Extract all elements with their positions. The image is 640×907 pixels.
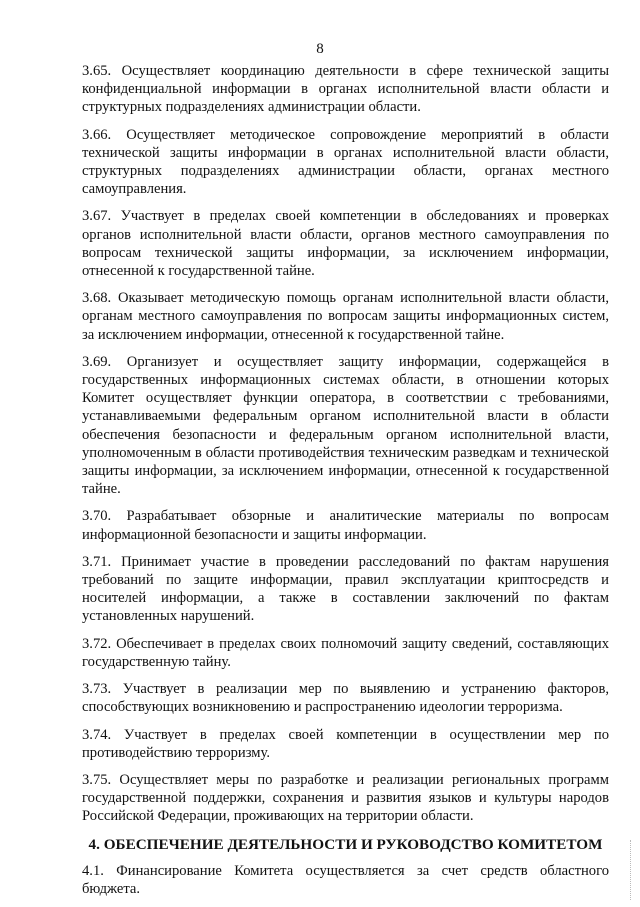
document-body	[82, 62, 609, 907]
paragraph-3-65: 3.65. Осуществляет координацию деятельности в сфере технической защиты конфиденциальной информации в органах исполнительной власти области и структурных подразделениях администрации области.	[82, 63, 609, 116]
paragraph-3-72: 3.72. Обеспечивает в пределах своих полномочий защиту сведений, составляющих государственную тайну.	[82, 635, 609, 670]
paragraph-3-68: 3.68. Оказывает методическую помощь органам исполнительной власти области, органам местного самоуправления по вопросам защиты информационных систем, за исключением информации, отнесенной к государственной тайне.	[82, 290, 609, 343]
paragraph-3-67: 3.67. Участвует в пределах своей компетенции в обследованиях и проверках органов исполнительной власти области, органов местного самоуправления по вопросам технической защиты информации, за исключением информации, отнесенной к государственной тайне.	[82, 208, 609, 280]
scan-edge-mark	[630, 840, 634, 900]
paragraph-3-75: 3.75. Осуществляет меры по разработке и реализации региональных программ государственной поддержки, сохранения и развития языков и культуры народов Российской Федерации, проживающих на территории области.	[82, 771, 609, 825]
paragraph-3-70: 3.70. Разрабатывает обзорные и аналитические материалы по вопросам информационной безопасности и защиты информации.	[82, 508, 609, 543]
paragraph-3-71: 3.71. Принимает участие в проведении расследований по фактам нарушения требований по защите информации, правил эксплуатации криптосредств и носителей информации, а также в составлении заключений по фактам установленных нарушений.	[82, 553, 609, 625]
page-number: 8	[316, 41, 324, 57]
paragraph-3-74: 3.74. Участвует в пределах своей компетенции в осуществлении мер по противодействию терроризму.	[82, 726, 609, 761]
paragraph-4-1: 4.1. Финансирование Комитета осуществляется за счет средств областного бюджета.	[82, 862, 609, 897]
paragraph-3-73: 3.73. Участвует в реализации мер по выявлению и устранению факторов, способствующих возникновению и распространению идеологии терроризма.	[82, 681, 609, 716]
section-4-heading: 4. ОБЕСПЕЧЕНИЕ ДЕЯТЕЛЬНОСТИ И РУКОВОДСТВО КОМИТЕТОМ	[88, 835, 603, 853]
paragraph-3-69: 3.69. Организует и осуществляет защиту информации, содержащейся в государственных информационных системах области, в отношении которых Комитет осуществляет функции оператора, в соответствии с требованиями, устанавливаемыми федеральным органом исполнительной власти в области обеспечения безопасности и федеральным органом исполнительной власти, уполномоченным в области противодействия техническим разведкам и технической защиты информации, за исключением информации, отнесенной к государственной тайне.	[82, 353, 609, 498]
paragraph-3-66: 3.66. Осуществляет методическое сопровождение мероприятий в области технической защиты информации в органах исполнительной власти области, структурных подразделениях администрации области, органах местного самоуправления.	[82, 126, 609, 198]
